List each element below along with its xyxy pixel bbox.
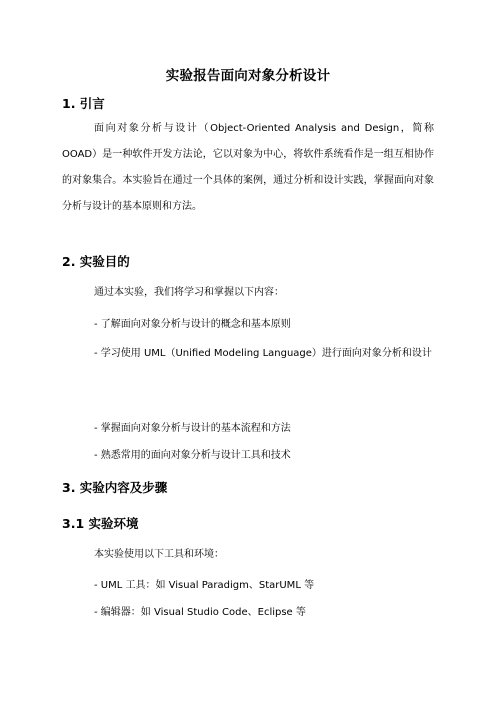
- section-heading-content: 3. 实验内容及步骤: [62, 480, 168, 495]
- environment-item-1: - UML 工具：如 Visual Paradigm、StarUML 等: [94, 580, 315, 591]
- purpose-item-2: - 学习使用 UML（Unified Modeling Language）进行面向对象分析和设计: [94, 348, 432, 359]
- purpose-item-4: - 熟悉常用的面向对象分析与设计工具和技术: [94, 450, 291, 461]
- section-heading-intro: 1. 引言: [62, 96, 105, 111]
- environment-lead: 本实验使用以下工具和环境：: [94, 549, 224, 560]
- environment-item-2: - 编辑器：如 Visual Studio Code、Eclipse 等: [94, 607, 306, 618]
- purpose-item-1: - 了解面向对象分析与设计的概念和基本原则: [94, 319, 291, 330]
- purpose-item-3: - 掌握面向对象分析与设计的基本流程和方法: [94, 423, 291, 434]
- intro-paragraph: 面向对象分析与设计（Object-Oriented Analysis and Design，简称 OOAD）是一种软件开发方法论，它以对象为中心，将软件系统看作是一组互相协作的对象集合。本实验旨在通过一个具体的案例，通过分析和设计实践，掌握面向对象分析与设计的基本原则和方法。: [62, 123, 434, 212]
- purpose-lead: 通过本实验，我们将学习和掌握以下内容：: [94, 287, 284, 298]
- subsection-heading-environment: 3.1 实验环境: [62, 516, 139, 531]
- document-title: 实验报告面向对象分析设计: [165, 68, 331, 84]
- section-heading-purpose: 2. 实验目的: [62, 254, 130, 269]
